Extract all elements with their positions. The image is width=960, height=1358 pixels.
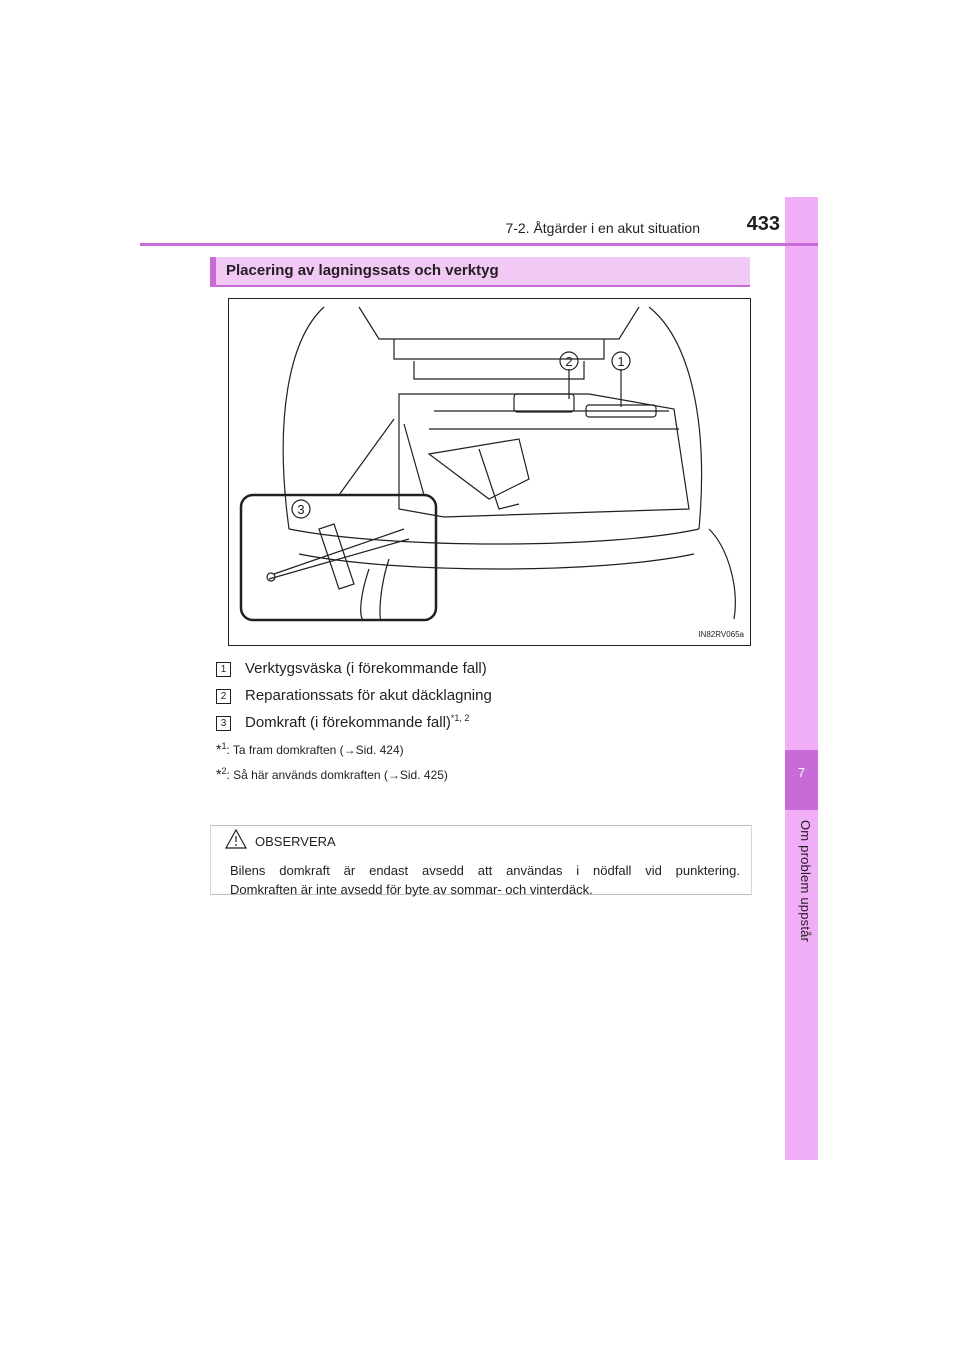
chapter-title: Om problem uppstår (798, 820, 813, 943)
trunk-illustration (228, 298, 751, 646)
item-text: Reparationssats för akut däcklagning (245, 687, 492, 704)
chapter-number-box (785, 750, 818, 810)
footnote-number: 1 (221, 741, 227, 751)
trunk-drawing (229, 299, 750, 645)
caution-text-line: Bilens domkraft är endast avsedd att användas i nödfall vid punktering. (230, 863, 740, 878)
footnote-star: * (216, 766, 222, 782)
chapter-side-tab (785, 197, 818, 1160)
section-heading-accent (210, 257, 216, 285)
section-heading: Placering av lagningssats och verktyg (226, 262, 499, 279)
list-item (216, 660, 487, 677)
header-section-title: 7-2. Åtgärder i en akut situation (505, 220, 700, 236)
item-number-badge: 1 (216, 662, 231, 677)
footnote (216, 766, 448, 782)
item-footnote-ref: *1, 2 (450, 713, 470, 723)
footnote-text: : Ta fram domkraften (→Sid. 424) (226, 743, 404, 757)
footnote-number: 2 (221, 766, 227, 776)
footnote-text: : Så här används domkraften (→Sid. 425) (226, 768, 448, 782)
item-text: Domkraft (i förekommande fall) (245, 714, 451, 731)
section-heading-box (210, 257, 750, 287)
item-number-badge: 3 (216, 716, 231, 731)
item-text: Verktygsväska (i förekommande fall) (245, 660, 487, 677)
figure-id: IN82RV065a (698, 630, 744, 639)
list-item (216, 687, 492, 704)
caution-text-line: Domkraften är inte avsedd för byte av sommar- och vinterdäck. (230, 882, 593, 897)
page-number: 433 (746, 213, 780, 235)
callout-1: 1 (617, 354, 625, 369)
chapter-number: 7 (797, 765, 806, 780)
caution-title: OBSERVERA (255, 834, 336, 849)
footnote (216, 741, 404, 757)
list-item (216, 713, 469, 731)
footnote-star: * (216, 741, 222, 757)
callout-3: 3 (297, 502, 305, 517)
item-number-badge: 2 (216, 689, 231, 704)
header-rule (140, 243, 818, 246)
warning-triangle-icon (224, 828, 248, 850)
callout-2: 2 (565, 354, 573, 369)
caution-body (230, 861, 740, 899)
